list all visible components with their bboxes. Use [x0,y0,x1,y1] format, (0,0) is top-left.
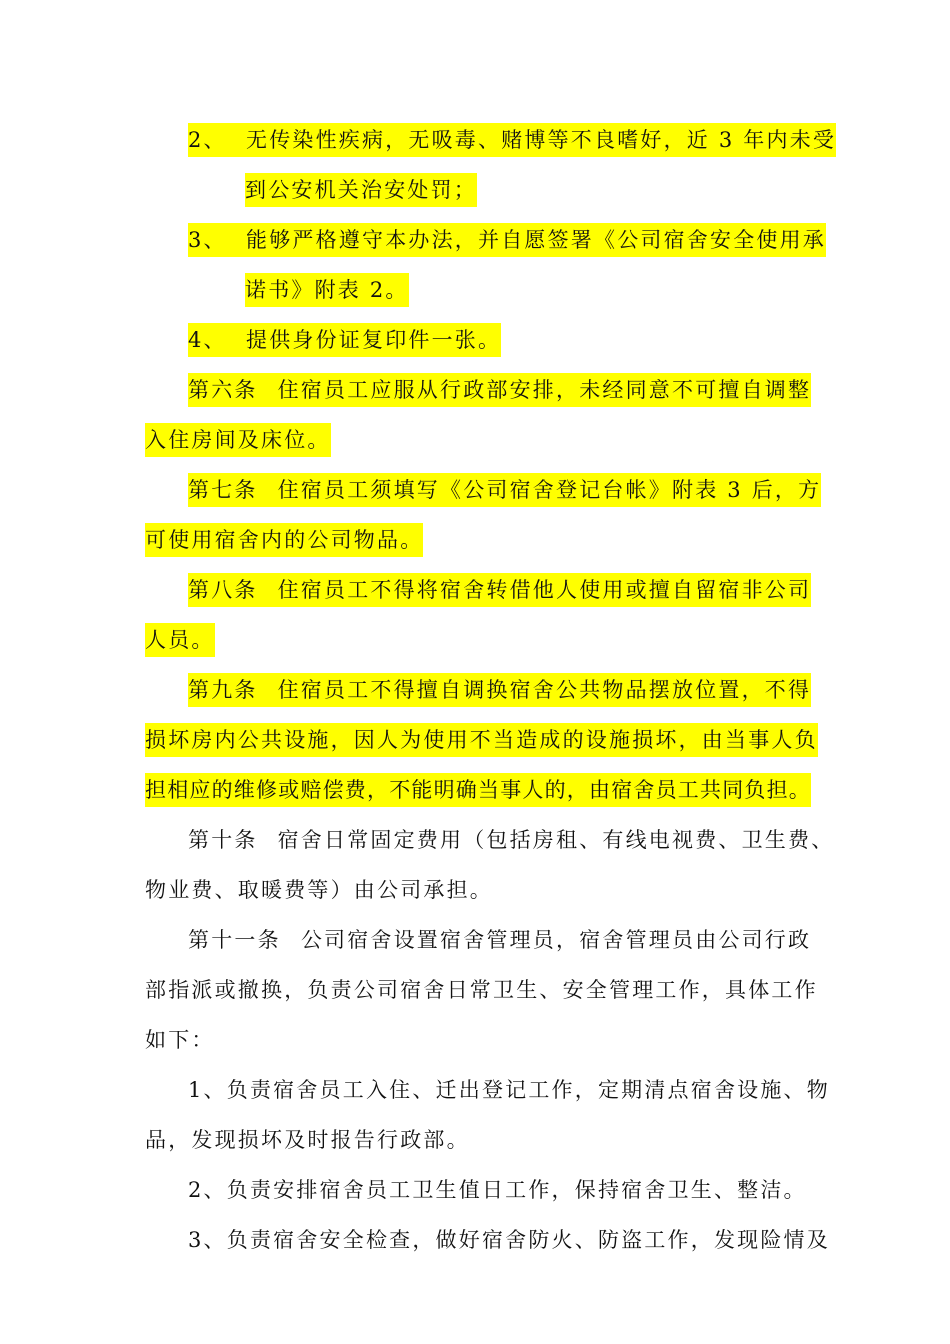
article-11-line1 [188,923,811,957]
article-label: 第十一条 [188,928,281,952]
duty-3-line1: 3、负责宿舍安全检查，做好宿舍防火、防盗工作，发现险情及 [188,1228,830,1252]
article-10-line2: 物业费、取暖费等）由公司承担。 [145,878,493,902]
article-7-line1 [188,473,821,507]
article-text: 住宿员工不得擅自调换宿舍公共物品摆放位置，不得 [277,678,812,702]
list-item-text: 提供身份证复印件一张。 [246,328,502,352]
article-10-line1 [188,823,834,857]
list-item-number: 3、 [188,228,227,252]
article-9-line3: 担相应的维修或赔偿费，不能明确当事人的，由宿舍员工共同负担。 [145,773,811,807]
list-item-4-line1 [188,323,501,357]
article-label: 第七条 [188,478,258,502]
article-label: 第八条 [188,578,258,602]
article-6-line1 [188,373,811,407]
list-item-number: 2、 [188,128,227,152]
duty-1-line2: 品，发现损坏及时报告行政部。 [145,1128,470,1152]
list-item-number: 4、 [188,328,227,352]
article-11-line2: 部指派或撤换，负责公司宿舍日常卫生、安全管理工作，具体工作 [145,978,818,1002]
article-label: 第六条 [188,378,258,402]
list-item-text: 无传染性疾病，无吸毒、赌博等不良嗜好，近 3 年内未受 [246,128,837,152]
list-item-2-line1 [188,123,836,157]
article-text: 公司宿舍设置宿舍管理员，宿舍管理员由公司行政 [300,928,812,952]
article-7-line2: 可使用宿舍内的公司物品。 [145,523,423,557]
list-item-2-line2: 到公安机关治安处罚； [245,173,477,207]
article-text: 住宿员工不得将宿舍转借他人使用或擅自留宿非公司 [277,578,812,602]
article-8-line2: 人员。 [145,623,215,657]
article-text: 住宿员工应服从行政部安排，未经同意不可擅自调整 [277,378,812,402]
article-text: 宿舍日常固定费用（包括房租、有线电视费、卫生费、 [277,828,835,852]
article-text: 住宿员工须填写《公司宿舍登记台帐》附表 3 后，方 [277,478,822,502]
article-label: 第十条 [188,828,258,852]
article-9-line1 [188,673,811,707]
article-6-line2: 入住房间及床位。 [145,423,331,457]
article-8-line1 [188,573,811,607]
duty-1-line1: 1、负责宿舍员工入住、迁出登记工作，定期清点宿舍设施、物 [188,1078,830,1102]
article-11-line3: 如下： [145,1028,215,1052]
article-label: 第九条 [188,678,258,702]
list-item-3-line1 [188,223,826,257]
list-item-text: 能够严格遵守本办法，并自愿签署《公司宿舍安全使用承 [246,228,826,252]
duty-2-line1: 2、负责安排宿舍员工卫生值日工作，保持宿舍卫生、整洁。 [188,1178,807,1202]
list-item-3-line2: 诺书》附表 2。 [245,273,409,307]
article-9-line2: 损坏房内公共设施，因人为使用不当造成的设施损坏，由当事人负 [145,723,818,757]
